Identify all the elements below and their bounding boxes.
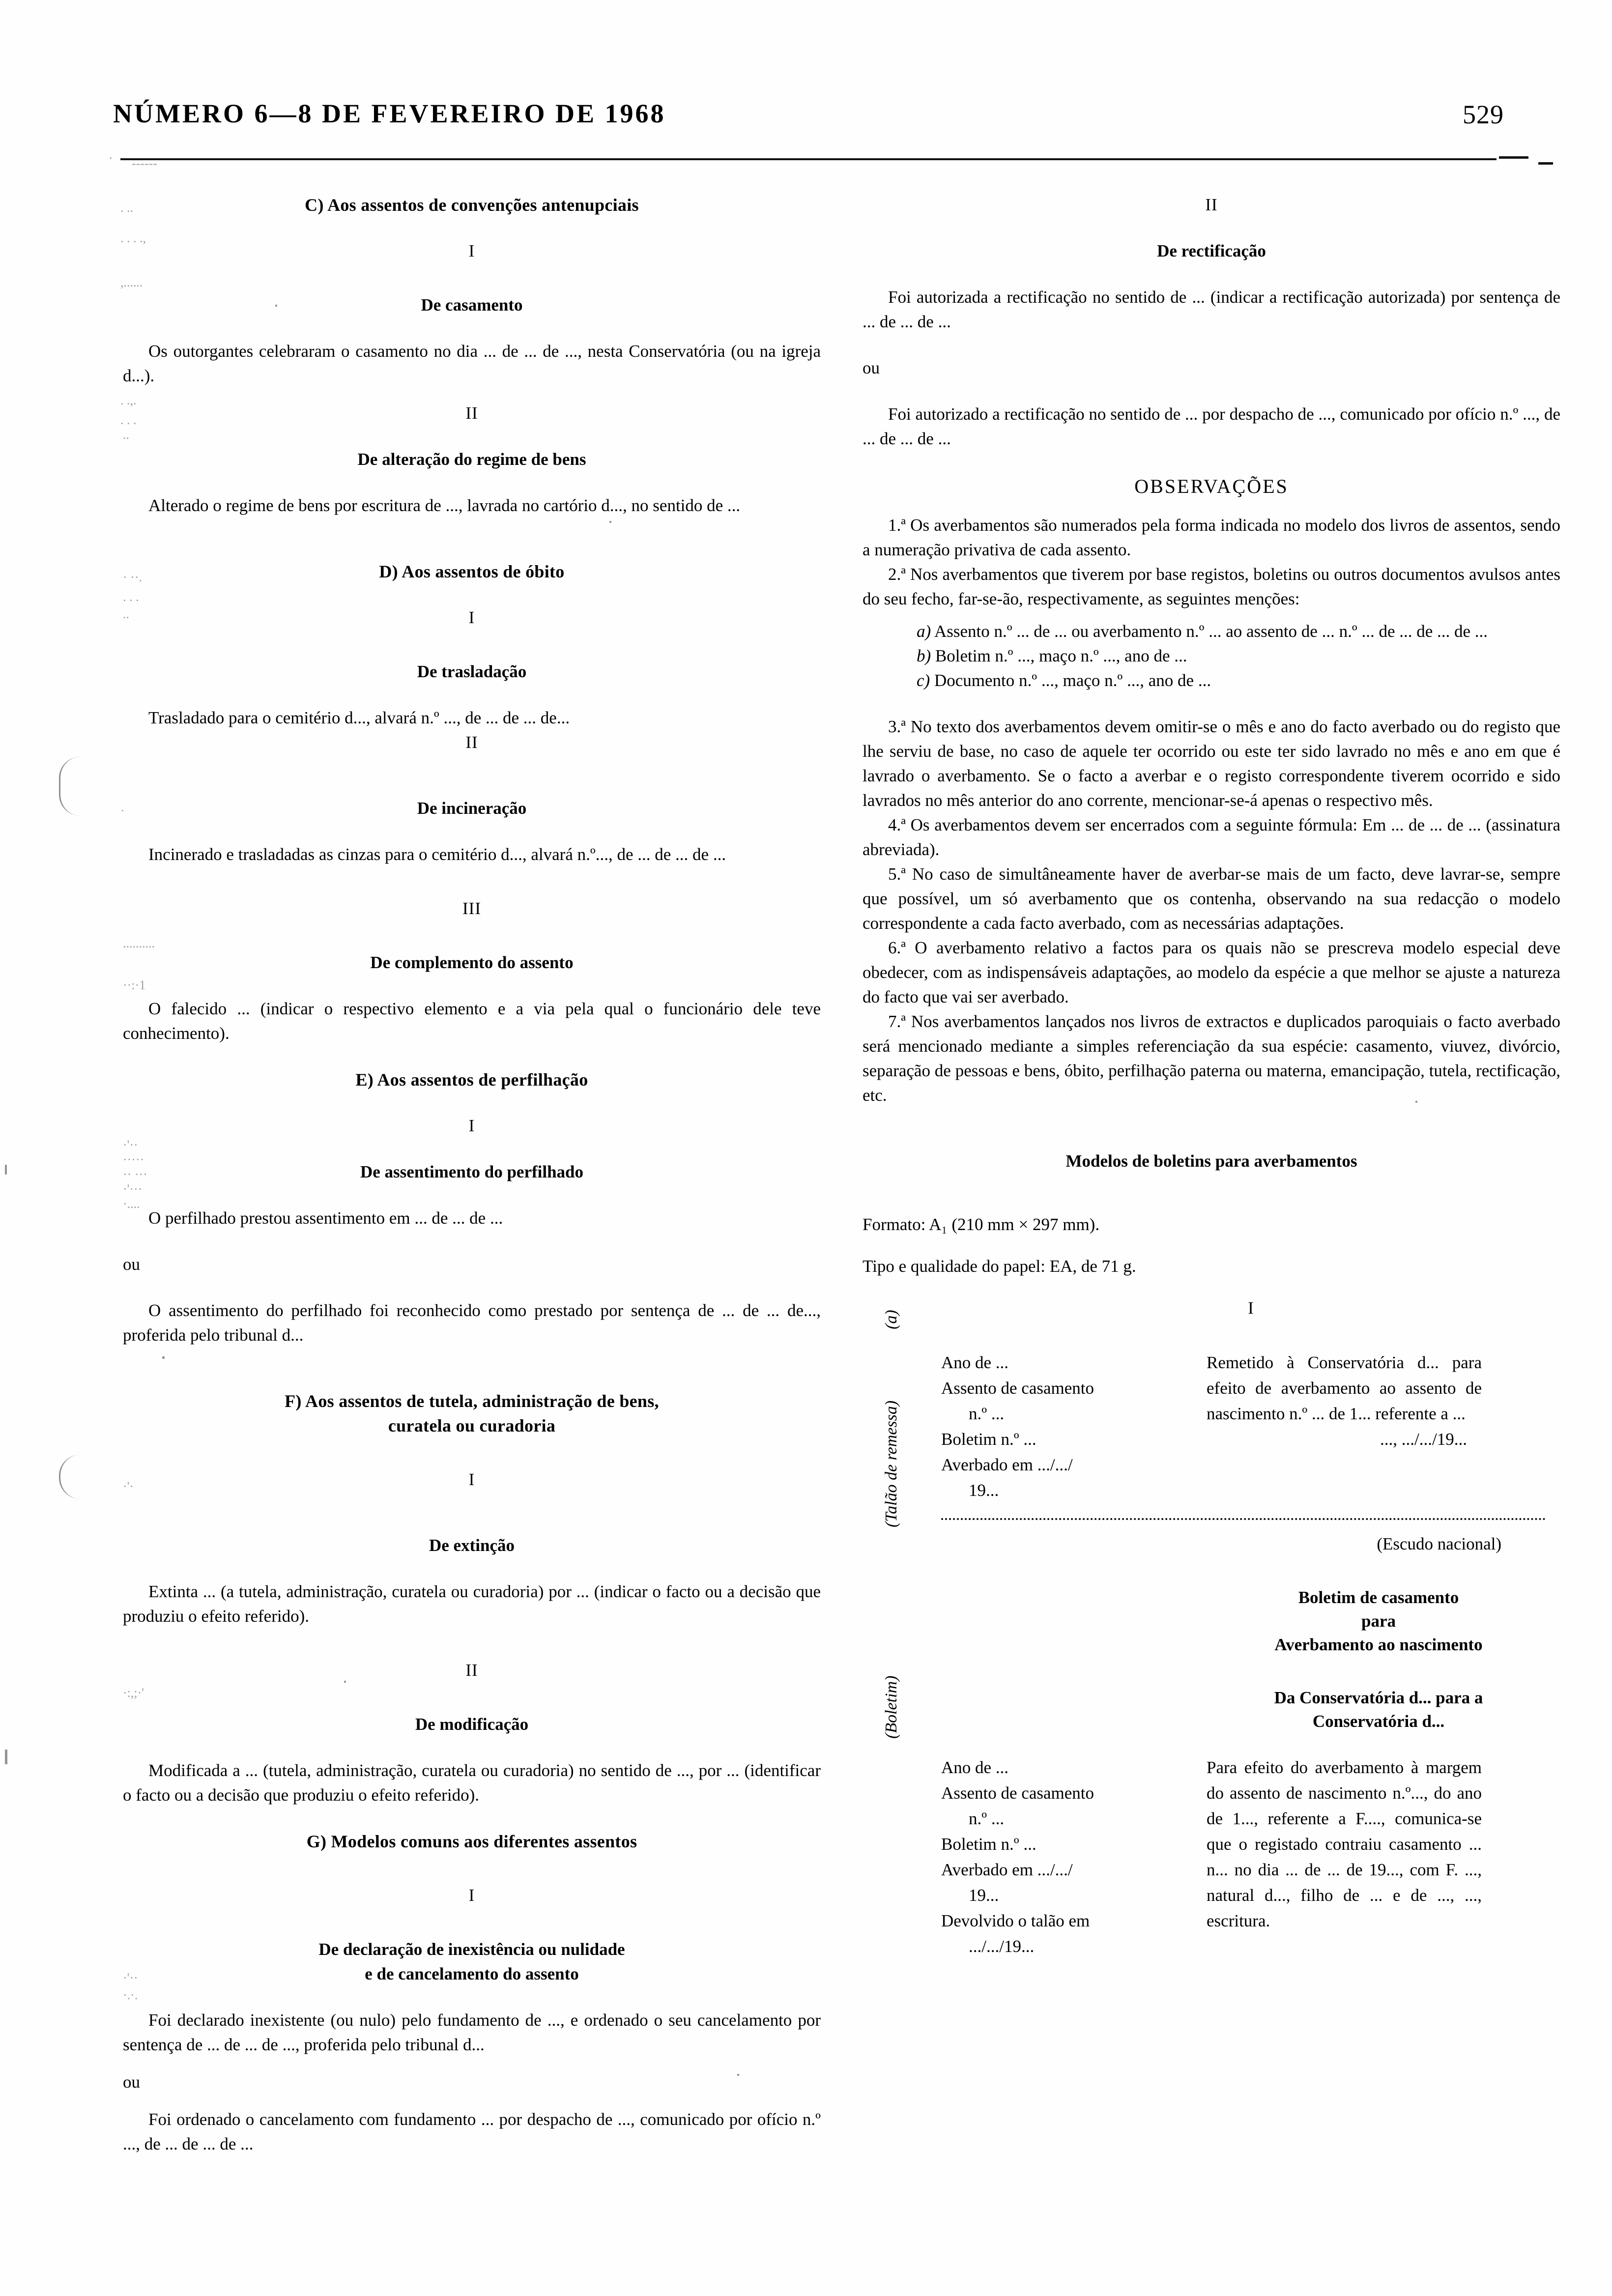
alternative-marker-ou: ou bbox=[123, 1255, 140, 1274]
list-text: Documento n.º ..., maço n.º ..., ano de ... bbox=[934, 671, 1211, 690]
subheading-declaracao-line2: e de cancelamento do assento bbox=[365, 1964, 579, 1983]
paragraph-incineracao: Incinerado e trasladadas as cinzas para o cemitério d..., alvará n.º..., de ... de ... de ... bbox=[148, 845, 726, 864]
form-roman-numeral: I bbox=[1248, 1298, 1254, 1318]
header-rule-dash-2 bbox=[1538, 162, 1553, 165]
talao-signature-line: ..., .../.../19... bbox=[1380, 1430, 1467, 1449]
talao-side-label: (Talão de remessa) bbox=[882, 1400, 900, 1527]
paragraph-casamento: Os outorgantes celebraram o casamento no dia ... de ... de ..., nesta Conservatória (ou na igreja d...). bbox=[123, 342, 821, 385]
section-heading-f-line1: F) Aos assentos de tutela, administração de bens, bbox=[285, 1391, 659, 1411]
section-heading-c: C) Aos assentos de convenções antenupciais bbox=[305, 195, 639, 215]
boletim-heading-2: para bbox=[1361, 1611, 1396, 1631]
field-line: Devolvido o talão em bbox=[941, 1911, 1090, 1930]
observacao-2: 2.ª Nos averbamentos que tiverem por base registos, boletins ou outros documentos avulsos antes do seu fecho, far-se-ão, respectivamente, as seguintes menções: bbox=[863, 565, 1560, 608]
paragraph-complemento: O falecido ... (indicar o respectivo elemento e a via pela qual o funcionário dele teve conhecimento). bbox=[123, 999, 821, 1043]
form-boletim bbox=[863, 1532, 1560, 1959]
page-title: NÚMERO 6—8 DE FEVEREIRO DE 1968 bbox=[113, 99, 666, 128]
roman-numeral: II bbox=[465, 403, 478, 423]
roman-numeral: III bbox=[462, 899, 481, 918]
paragraph-rectificacao-sentenca: Foi autorizada a rectificação no sentido de ... (indicar a rectificação autorizada) por sentença de ... de ... de ... bbox=[863, 287, 1560, 331]
list-marker: c) bbox=[917, 671, 930, 690]
paragraph-modificacao: Modificada a ... (tutela, administração, curatela ou curadoria) no sentido de ..., por ... (identificar o facto ou a decisão que produziu o efeito referido). bbox=[123, 1761, 821, 1805]
boletim-body-text: Para efeito do averbamento à margem do assento de nascimento n.º..., do ano de 1..., referente a F...., comunica-se que o registado contraiu casamento ... n... no dia ... de ... de 19..., com F. ..., natural d..., filho de ... e de ..., ..., escritura. bbox=[1207, 1758, 1482, 1930]
left-column bbox=[123, 193, 821, 2156]
subheading-de-extincao: De extinção bbox=[429, 1536, 515, 1555]
field-line: 19... bbox=[969, 1886, 999, 1905]
boletim-left-fields bbox=[941, 1755, 1207, 1959]
observacao-4: 4.ª Os averbamentos devem ser encerrados com a seguinte fórmula: Em ... de ... de ... (assinatura abreviada). bbox=[863, 815, 1560, 859]
field-line: Averbado em .../.../ bbox=[941, 1860, 1073, 1879]
observacao-1: 1.ª Os averbamentos são numerados pela forma indicada no modelo dos livros de assentos, sendo a numeração privativa de cada assento. bbox=[863, 516, 1560, 559]
roman-numeral: I bbox=[468, 608, 475, 627]
field-line: .../.../19... bbox=[969, 1937, 1035, 1956]
boletim-right-text bbox=[1207, 1755, 1482, 1959]
page-number: 529 bbox=[1463, 100, 1504, 129]
document-page: NÚMERO 6—8 DE FEVEREIRO DE 1968 529 ------ . . .. . . . ., ,...... . .,. . . . .. · ··. . . . .. · .......... ··:·1 ·'·· ····· ·· ··· ·'··· ·.... ·'· ·:,;·' ·'·· ·.·. C) Aos assentos de convenções antenupciais I De casamento Os outorgantes celebraram o casamento no dia ... de ... de ..., nesta Conservatória (ou na igreja d...). II De alteração do regime de bens Alterado o regime de bens por escritura de ..., lavrada no cartório d..., no sentido de ... D) Aos assentos de óbito I De trasladação Trasladado para o cemitério d..., alvará n.º ..., de ... de ... de... II De incineração Incinerado e trasladadas as cinzas para o cemitério d..., alvará n.º..., de ... de ... de ... III De complemento do assento O falecido ... (indicar o respectivo elemento e a via pela qual o funcionário dele teve conhecimento). E) Aos assentos de perfilhação I De assentimento do perfilhado O perfilhado prestou assentimento em ... de ... de ... ou O assentimento do perfilhado foi reconhecido como prestado por sentença de ... de ... de..., proferida pelo tribunal d... F) Aos assentos de tutela, administração de bens, curatela ou curadoria I De extinção Extinta ... (a tutela, administração, curatela ou curadoria) por ... (indicar o facto ou a decisão que produziu o efeito referido). II De modificação Modificada a ... (tutela, administração, curatela ou curadoria) no sentido de ..., por ... (identificar o facto ou a decisão que produziu o efeito referido). G) Modelos comuns aos diferentes assentos I De declaração de inexistência ou nulidade e de cancelamento do assento Foi declarado inexistente (ou nulo) pelo fundamento de ..., e ordenado o seu cancelamento por sentença de ... de ... de ..., proferida pelo tribunal d... ou Foi ordenado o cancelamento com fundamento ... por despacho de ..., comunicado por ofício n.º ..., de ... de ... de ... II De rectificação Foi autorizada a rectificação no sentido de ... (indicar a rectificação autorizada) por sentença de ... de ... de ... ou Foi autorizado a rectificação no sentido de ... por despacho de ..., comunicado por ofício n.º ..., de ... de ... de ... OBSERVAÇÕES 1.ª Os averbamentos são numerados pela forma indicada no modelo dos livros de assentos, sendo a numeração privativa de cada assento. 2.ª Nos averbamentos que tiverem por base registos, boletins ou outros documentos avulsos antes do seu fecho, far-se-ão, respectivamente, as seguintes menções: a) Assento n.º ... de ... ou averbamento n.º ... ao assento de ... n.º ... de ... de ... de ... b) Boletim n.º ..., maço n.º ..., ano de ... c) Documento n.º ..., maço n.º ..., ano de ... 3.ª No texto dos averbamentos devem omitir-se o mês e ano do facto averbado ou do registo que lhe serviu de base, no caso de aquele ter ocorrido ou este ter sido lavrado no mês e ano em que é lavrado o averbamento. Se o facto a averbar e o registo correspondente tiverem ocorrido e sido lavrados no mês anterior do ano corrente, mencionar-se-á apenas o respectivo mês. 4.ª Os averbamentos devem ser encerrados com a seguinte fórmula: Em ... de ... de ... (assinatura abreviada). 5.ª No caso de simultâneamente haver de averbar-se mais de um facto, deve lavrar-se, sempre que possível, um só averbamento que os contenha, observando na sua redacção o modelo correspondente a cada facto averbado, com as necessárias adaptações. 6.ª O averbamento relativo a factos para os quais não se prescreva modelo especial deve obedecer, com as indispensáveis adaptações, ao modelo da espécie a que melhor se ajuste a natureza do facto que vai ser averbado. 7.ª Nos averbamentos lançados nos livros de extractos e duplicados paroquiais o facto averbado será mencionado mediante a simples referenciação da sua espécie: casamento, viuvez, divórcio, separação de pessoas e bens, óbito, perfilhação paterna ou materna, emancipação, tutela, rectificação, etc. Modelos de boletins para averbamentos Formato: A₁ (210 mm × 297 mm). Tipo e qualidade do papel: EA, de 71 g. (a) (Talão de remessa) I Ano de ... Assento de casamento n.º ... Boletim n.º ... Averbado em .../.../ 19... Remetido à Conservatória d... para efeito de averbamento ao assento de nascimento n.º ... de 1... referente a ... ..., .../.../19... (Boletim) (Escudo nacional) Boletim de casamento para Averbamento ao nascimento Da Conservatória d... para a Conservatória d... Ano de ... Assento de casamento n.º ... Boletim n.º ... Averbado em .../.../ 19... Devolvido o talão em .../.../19... Para efeito do averbamento à margem do assento de nascimento n.º..., do ano de 1..., referente a F...., comunica-se que o registado contraiu casamento ... n... no dia ... de ... de 19..., com F. ..., natural d..., filho de ... e de ..., ..., escritura. bbox=[0, 0, 1612, 2296]
list-text: Assento n.º ... de ... ou averbamento n.º ... ao assento de ... n.º ... de ... de ... de ... bbox=[934, 622, 1488, 641]
alternative-marker-ou: ou bbox=[863, 358, 880, 377]
field-line: n.º ... bbox=[969, 1404, 1005, 1423]
observacoes-title: OBSERVAÇÕES bbox=[1134, 475, 1289, 497]
subheading-de-trasladacao: De trasladação bbox=[417, 662, 527, 681]
form-separator bbox=[941, 1518, 1546, 1520]
list-item bbox=[917, 668, 1560, 693]
roman-numeral: II bbox=[1205, 195, 1218, 214]
roman-numeral: I bbox=[468, 1886, 475, 1905]
subheading-de-alteracao: De alteração do regime de bens bbox=[357, 450, 586, 469]
paragraph-alteracao: Alterado o regime de bens por escritura de ..., lavrada no cartório d..., no sentido de ... bbox=[148, 496, 741, 515]
section-heading-f-line2: curatela ou curadoria bbox=[388, 1416, 556, 1435]
subheading-de-modificacao: De modificação bbox=[415, 1715, 529, 1734]
alternative-marker-ou: ou bbox=[123, 2072, 140, 2092]
observacao-7: 7.ª Nos averbamentos lançados nos livros de extractos e duplicados paroquiais o facto averbado será mencionado mediante a simples referenciação da sua espécie: casamento, viuvez, divórcio, separação de pessoas e bens, óbito, perfilhação paterna ou materna, emancipação, tutela, rectificação, etc. bbox=[863, 1012, 1560, 1105]
paragraph-assentimento: O perfilhado prestou assentimento em ... de ... de ... bbox=[148, 1208, 503, 1228]
field-line: Averbado em .../.../ bbox=[941, 1455, 1073, 1474]
subheading-de-casamento: De casamento bbox=[421, 295, 523, 315]
observacoes-list bbox=[863, 619, 1560, 693]
boletim-heading-1: Boletim de casamento bbox=[1298, 1588, 1459, 1607]
talao-body-text: Remetido à Conservatória d... para efeito de averbamento ao assento de nascimento n.º ... de 1... referente a ... bbox=[1207, 1353, 1482, 1423]
form-talao-de-remessa: (a) (Talão de remessa) I Ano de ... Assento de casamento n.º ... Boletim n.º ... Averbado em .../.../ 19... Remetido à Conservatória d... para efeito de averbamento ao assento de nascimento n.º ... de 1... referente a ... ..., .../.../19... bbox=[863, 1296, 1560, 1503]
list-item bbox=[917, 644, 1560, 668]
subheading-de-complemento: De complemento do assento bbox=[370, 953, 574, 972]
subheading-de-assentimento: De assentimento do perfilhado bbox=[360, 1162, 584, 1181]
list-text: Boletim n.º ..., maço n.º ..., ano de ... bbox=[935, 646, 1187, 665]
list-marker: b) bbox=[917, 646, 931, 665]
field-line: 19... bbox=[969, 1481, 999, 1500]
subheading-de-incineracao: De incineração bbox=[417, 799, 527, 818]
roman-numeral: I bbox=[468, 1116, 475, 1135]
subheading-declaracao-line1: De declaração de inexistência ou nulidade bbox=[318, 1940, 625, 1959]
field-line: Assento de casamento bbox=[941, 1783, 1094, 1803]
paragraph-assentimento-reconhecido: O assentimento do perfilhado foi reconhecido como prestado por sentença de ... de ... de..., proferida pelo tribunal d... bbox=[123, 1301, 821, 1345]
roman-numeral: I bbox=[468, 241, 475, 260]
boletim-from-line-2: Conservatória d... bbox=[1312, 1712, 1445, 1731]
observacao-5: 5.ª No caso de simultâneamente haver de averbar-se mais de um facto, deve lavrar-se, sempre que possível, um só averbamento que os contenha, observando na sua redacção o modelo correspondente a cada facto averbado, com as necessárias adaptações. bbox=[863, 864, 1560, 933]
paragraph-trasladacao: Trasladado para o cemitério d..., alvará n.º ..., de ... de ... de... bbox=[148, 708, 570, 727]
field-line: n.º ... bbox=[969, 1809, 1005, 1828]
roman-numeral: II bbox=[465, 733, 478, 752]
paragraph-extincao: Extinta ... (a tutela, administração, curatela ou curadoria) por ... (indicar o facto ou a decisão que produziu o efeito referido). bbox=[123, 1582, 821, 1626]
field-line: Ano de ... bbox=[941, 1353, 1009, 1372]
list-item bbox=[917, 619, 1560, 644]
talao-right-text bbox=[1207, 1350, 1482, 1503]
tipo-papel-line: Tipo e qualidade do papel: EA, de 71 g. bbox=[863, 1257, 1136, 1276]
field-line: Assento de casamento bbox=[941, 1378, 1094, 1398]
roman-numeral: I bbox=[468, 1470, 475, 1489]
observacao-3: 3.ª No texto dos averbamentos devem omitir-se o mês e ano do facto averbado ou do registo que lhe serviu de base, no caso de aquele ter ocorrido ou este ter sido lavrado no mês e ano em que é lavrado o averbamento. Se o facto a averbar e o registo correspondente tiverem ocorrido e sido lavrados no mês anterior do ano corrente, mencionar-se-á apenas o respectivo mês. bbox=[863, 717, 1560, 810]
list-marker: a) bbox=[917, 622, 931, 641]
header-rule bbox=[120, 158, 1497, 160]
boletim-heading-3: Averbamento ao nascimento bbox=[1274, 1635, 1483, 1654]
field-line: Boletim n.º ... bbox=[941, 1835, 1036, 1854]
section-heading-e: E) Aos assentos de perfilhação bbox=[355, 1070, 588, 1090]
paragraph-rectificacao-despacho: Foi autorizado a rectificação no sentido de ... por despacho de ..., comunicado por ofício n.º ..., de ... de ... de ... bbox=[863, 404, 1560, 448]
paragraph-cancelamento: Foi ordenado o cancelamento com fundamento ... por despacho de ..., comunicado por ofício n.º ..., de ... de ... de ... bbox=[123, 2110, 821, 2153]
talao-left-fields bbox=[941, 1350, 1207, 1503]
models-title: Modelos de boletins para averbamentos bbox=[1065, 1151, 1357, 1171]
formato-line: Formato: A₁ (210 mm × 297 mm). bbox=[863, 1215, 1100, 1234]
right-column bbox=[863, 193, 1560, 1959]
boletim-from-line-1: Da Conservatória d... para a bbox=[1274, 1688, 1483, 1707]
field-line: Ano de ... bbox=[941, 1758, 1009, 1777]
section-heading-d: D) Aos assentos de óbito bbox=[379, 562, 565, 581]
paragraph-declaracao: Foi declarado inexistente (ou nulo) pelo fundamento de ..., e ordenado o seu cancelamento por sentença de ... de ... de ..., proferida pelo tribunal d... bbox=[123, 2010, 821, 2054]
header-rule-dash-1 bbox=[1499, 156, 1528, 159]
boletim-side-label: (Boletim) bbox=[882, 1675, 900, 1739]
roman-numeral: II bbox=[465, 1661, 478, 1680]
subheading-de-rectificacao: De rectificação bbox=[1157, 241, 1266, 260]
field-line: Boletim n.º ... bbox=[941, 1430, 1036, 1449]
observacao-6: 6.ª O averbamento relativo a factos para os quais não se prescreva modelo especial deve obedecer, com as indispensáveis adaptações, ao modelo da espécie a que melhor se ajuste a natureza do facto que vai ser averbado. bbox=[863, 938, 1560, 1006]
running-head bbox=[113, 98, 1504, 152]
escudo-nacional-placeholder: (Escudo nacional) bbox=[1377, 1534, 1501, 1553]
section-heading-g: G) Modelos comuns aos diferentes assentos bbox=[306, 1832, 637, 1851]
